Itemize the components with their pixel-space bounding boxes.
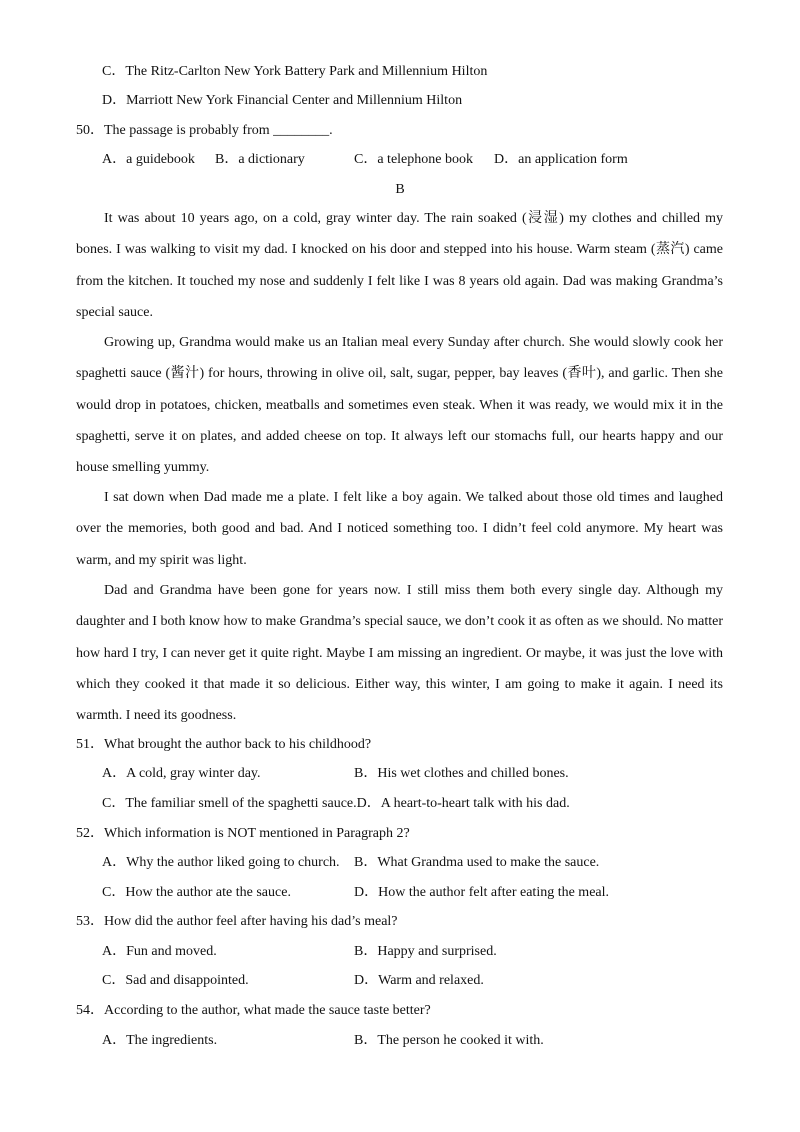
q50-option-a: A．a guidebook <box>102 152 195 167</box>
q53-option-b: B．Happy and surprised. <box>354 944 497 959</box>
q54-option-a: A．The ingredients. <box>102 1033 218 1048</box>
q52-option-a: A．Why the author liked going to church. <box>102 855 340 870</box>
passage-paragraph-2: Growing up, Grandma would make us an Italian meal every Sunday after church. She would slowly cook her spaghetti sauce (酱汁) for hours, throwing in olive oil, salt, sugar, pepper, bay leaves (香叶), and garlic. Then she would drop in potatoes, chicken, meatballs and sometimes even steak. When it was ready, we would mix it in the spaghetti, serve it on plates, and added cheese on top. It always left our stomachs full, our hearts happy and our house smelling yummy. <box>76 335 723 476</box>
q53-option-d: D．Warm and relaxed. <box>354 973 484 988</box>
q51-options-row-2 <box>102 794 570 814</box>
q50-option-d: D．an application form <box>494 152 628 167</box>
q54-option-b: B．The person he cooked it with. <box>354 1033 544 1048</box>
q51-stem: 51．What brought the author back to his childhood? <box>76 737 372 752</box>
q52-stem: 52．Which information is NOT mentioned in Paragraph 2? <box>76 826 410 841</box>
q54-stem: 54．According to the author, what made the sauce taste better? <box>76 1003 431 1018</box>
q53-option-a: A．Fun and moved. <box>102 944 217 959</box>
q52-option-b: B．What Grandma used to make the sauce. <box>354 855 600 870</box>
q53-stem: 53．How did the author feel after having his dad’s meal? <box>76 914 398 929</box>
passage-paragraph-3: I sat down when Dad made me a plate. I felt like a boy again. We talked about those old times and laughed over the memories, both good and bad. And I noticed something too. I didn’t feel cold anymore. My heart was warm, and my spirit was light. <box>76 490 723 568</box>
q49-option-d: D．Marriott New York Financial Center and Millennium Hilton <box>102 93 463 108</box>
q51-option-d: D．A heart-to-heart talk with his dad. <box>356 796 570 811</box>
passage-paragraph-1: It was about 10 years ago, on a cold, gray winter day. The rain soaked (浸湿) my clothes and chilled my bones. I was walking to visit my dad. I knocked on his door and stepped into his house. Warm steam (蒸汽) came from the kitchen. It touched my nose and suddenly I felt like I was 8 years old again. Dad was making Grandma’s special sauce. <box>76 211 723 320</box>
q51-option-b: B．His wet clothes and chilled bones. <box>354 766 569 781</box>
q52-option-d: D．How the author felt after eating the meal. <box>354 885 610 900</box>
q51-option-c: C．The familiar smell of the spaghetti sauce. <box>102 796 357 811</box>
passage-paragraph-4: Dad and Grandma have been gone for years now. I still miss them both every single day. Although my daughter and I both know how to make Grandma’s special sauce, we don’t cook it as often as we should. No matter how hard I try, I can never get it quite right. Maybe I am missing an ingredient. Or maybe, it was just the love with which they cooked it that made it so delicious. Either way, this winter, I am going to make it again. I need its warmth. I need its goodness. <box>76 583 723 724</box>
q50-option-c: C．a telephone book <box>354 152 473 167</box>
q51-option-a: A．A cold, gray winter day. <box>102 766 261 781</box>
q50-option-b: B．a dictionary <box>215 152 305 167</box>
q49-option-c: C．The Ritz-Carlton New York Battery Park and Millennium Hilton <box>102 64 488 79</box>
q50-stem: 50．The passage is probably from ________. <box>76 123 333 138</box>
q53-option-c: C．Sad and disappointed. <box>102 973 249 988</box>
q52-option-c: C．How the author ate the sauce. <box>102 885 291 900</box>
section-label: B <box>395 182 405 197</box>
